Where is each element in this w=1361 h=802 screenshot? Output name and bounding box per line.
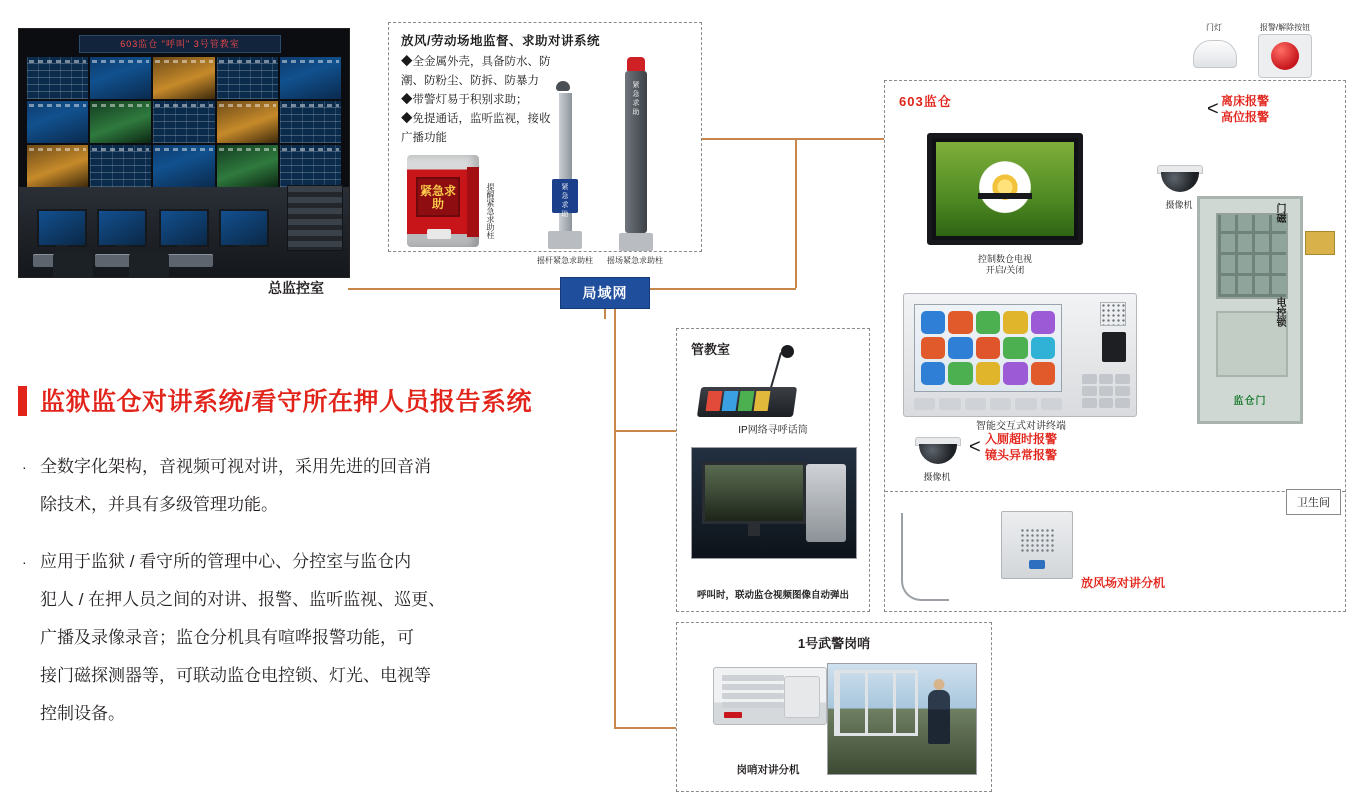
yard-intercom-device[interactable] [1001, 511, 1073, 579]
headline-accent-bar [18, 386, 27, 416]
door-window [1216, 213, 1288, 299]
door-magnet-label: 门磁 [1274, 203, 1285, 223]
connector-lan-right [648, 288, 796, 290]
paragraph-2-line-1: 应用于监狱 / 看守所的管理中心、分控室与监仓内 [40, 552, 412, 571]
tv-caption-line2: 开启/关闭 [985, 265, 1025, 275]
headline-text: 监狱监仓对讲系统/看守所在押人员报告系统 [40, 388, 532, 416]
emergency-box-label: 紧急求助 [416, 177, 460, 217]
terminal-keypad[interactable] [1082, 374, 1130, 408]
annotation-bed-alarm-line1: 离床报警 [1221, 94, 1270, 108]
management-room-box [676, 328, 870, 612]
cell-603-box [884, 80, 1346, 612]
wall-emergency-box-device [407, 155, 479, 247]
management-room-photo [691, 447, 857, 559]
paragraph-2-line-4: 接门磁探测器等，可联动监仓电控锁、灯光、电视等 [40, 666, 431, 685]
help-system-bullets [401, 53, 551, 148]
guard-device-buttons[interactable] [722, 675, 784, 711]
paragraph-1-line-2: 除技术，并具有多级管理功能。 [40, 495, 278, 514]
dome-camera-top [1157, 165, 1203, 195]
alarm-reset-button-device[interactable] [1258, 34, 1312, 78]
management-room-note: 呼叫时，联动监仓视频图像自动弹出 [696, 590, 849, 601]
tv-stand [978, 193, 1032, 199]
pole-dark-caption: 摇场紧急求助柱 [607, 256, 663, 265]
guard-device-caption: 岗哨对讲分机 [736, 764, 800, 776]
camera-top-caption: 摄像机 [1165, 200, 1193, 210]
paragraph-1-line-1: 全数字化架构，音视频可视对讲，采用先进的回音消 [40, 457, 431, 476]
mic-console-screen [706, 391, 771, 411]
paragraph-2-line-2: 犯人 / 在押人员之间的对讲、报警、监听监视、巡更、 [40, 590, 446, 609]
connector-to-guard-post [614, 727, 678, 729]
dome-camera-bottom [915, 437, 961, 467]
paragraph-2 [22, 543, 620, 733]
yard-wall [901, 513, 949, 601]
wall-emergency-box-caption: 提醒紧急求助柱 [486, 183, 495, 239]
workstation-monitor [702, 462, 806, 524]
door-label: 监仓门 [1233, 396, 1267, 407]
guard-device-handset[interactable] [784, 676, 820, 718]
connector-control-room-to-lan [348, 288, 562, 290]
help-system-bullet-3: ◆免提通话，监听监视，接收广播功能 [401, 113, 551, 144]
alarm-reset-caption: 报警/解除按钮 [1259, 23, 1311, 32]
cell-tv [927, 133, 1083, 245]
camera-bottom-caption: 摄像机 [923, 472, 951, 482]
bracket-top-icon: < [1207, 98, 1219, 120]
guard-post-photo [827, 663, 977, 775]
terminal-card-reader[interactable] [1102, 332, 1126, 362]
tv-picture [936, 142, 1074, 236]
mic-head-icon [781, 345, 794, 358]
guard-post-box [676, 622, 992, 792]
lan-node[interactable]: 局域网 [560, 277, 650, 309]
help-intercom-system-box: 放风/劳动场地监督、求助对讲系统 ◆全金属外壳，具备防水、防潮、防粉尘、防拆、防暴力 ◆带警灯易于积别求助； ◆免提通话，监听监视，接收广播功能 紧急求助 提醒紧急求助柱 紧急求助 摇杆紧急求助柱 紧急求助 摇场紧急求助柱 [388, 22, 702, 252]
paragraph-2-line-5: 控制设备。 [40, 704, 125, 723]
management-room-title: 管教室 [691, 342, 731, 357]
terminal-bottom-keys[interactable] [914, 398, 1062, 410]
bathroom-label: 卫生间 [1286, 489, 1341, 515]
yard-intercom-call-button[interactable] [1029, 560, 1045, 569]
guard-device-alarm-indicator [724, 712, 742, 718]
cell-603-title: 603监仓 [899, 94, 952, 109]
workstation-pc [806, 464, 846, 542]
bracket-bottom-icon: < [969, 436, 981, 458]
control-room-banner: 603监仓 "呼叫" 3号管教室 [79, 35, 281, 53]
microphone-caption: IP网络寻呼话筒 [738, 425, 808, 436]
guard-post-window [834, 670, 918, 736]
mic-arm [769, 352, 782, 391]
help-system-bullet-2: ◆带警灯易于积别求助； [401, 94, 528, 106]
help-system-title: 放风/劳动场地监督、求助对讲系统 [401, 34, 600, 48]
door-electronic-lock [1305, 231, 1335, 255]
paragraph-1-bullet: · [22, 459, 27, 475]
paragraph-2-line-3: 广播及录像录音；监仓分机具有喧哗报警功能，可 [40, 628, 414, 647]
annotation-toilet-alarm-line1: 入厕超时报警 [985, 432, 1058, 446]
terminal-screen[interactable] [914, 304, 1062, 392]
intercom-terminal-device[interactable] [903, 293, 1137, 417]
terminal-speaker-icon [1100, 302, 1126, 326]
annotation-toilet-alarm-line2: 镜头异常报警 [985, 448, 1058, 462]
pole-camera-caption: 摇杆紧急求助柱 [537, 256, 593, 265]
guard-post-title: 1号武警岗哨 [797, 636, 871, 651]
guard-intercom-device[interactable] [713, 667, 827, 725]
annotation-bed-alarm-line2: 高位报警 [1221, 110, 1270, 124]
door-lock-label: 电控锁 [1274, 297, 1285, 327]
connector-lan-vertical-up [795, 138, 797, 288]
paragraph-1 [22, 448, 620, 524]
door-lamp-device [1193, 40, 1237, 68]
cell-divider [885, 491, 1345, 492]
guard-person [928, 690, 950, 744]
yard-intercom-speaker-icon [1020, 528, 1054, 554]
yard-intercom-label: 放风场对讲分机 [1081, 576, 1166, 590]
help-system-bullet-1: ◆全金属外壳，具备防水、防潮、防粉尘、防拆、防暴力 [401, 56, 551, 87]
control-room-photo [18, 28, 350, 278]
alarm-button-icon [1271, 42, 1299, 70]
cell-door [1197, 196, 1303, 424]
paragraph-2-bullet: · [22, 554, 27, 570]
control-room-caption: 总监控室 [268, 280, 324, 296]
operator-desk [19, 187, 349, 277]
video-wall [27, 57, 341, 187]
tv-caption-line1: 控制数仓电视 [977, 254, 1032, 264]
connector-to-teacher-room [614, 430, 678, 432]
door-lamp-caption: 门灯 [1206, 23, 1222, 32]
monitor-stand [748, 524, 760, 536]
terminal-caption: 智能交互式对讲终端 [976, 421, 1066, 432]
